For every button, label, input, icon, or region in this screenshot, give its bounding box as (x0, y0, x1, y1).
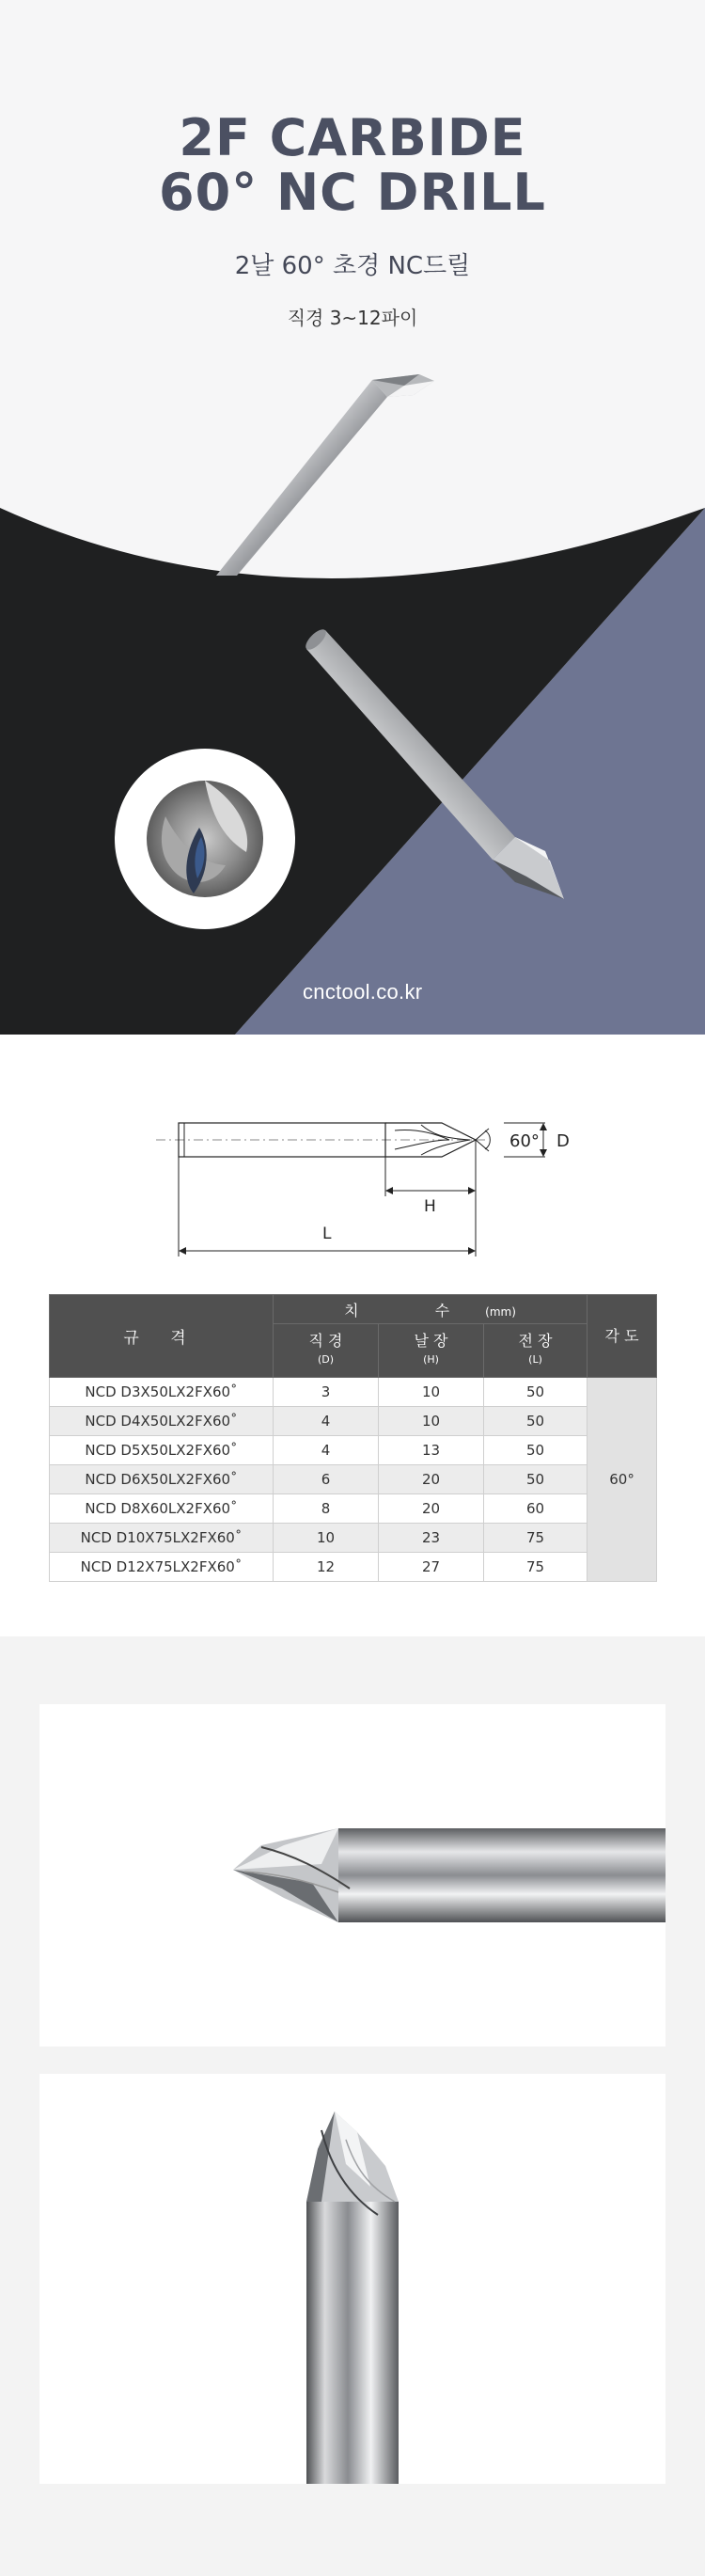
title-line-1: 2F CARBIDE (179, 108, 526, 167)
table-row: NCD D6X50LX2FX60˚ 6 20 50 (50, 1465, 657, 1494)
header-diameter: 직 경 (D) (274, 1324, 379, 1378)
hero-section (0, 0, 705, 1035)
product-subtitle: 2날 60° 초경 NC드릴 (234, 252, 471, 280)
table-row: NCD D12X75LX2FX60˚ 12 27 75 (50, 1553, 657, 1582)
dimension-diagram (0, 1035, 705, 1270)
website-label: cnctool.co.kr (303, 980, 423, 1004)
spec-section (0, 1035, 705, 1636)
header-spec: 규 격 (50, 1295, 274, 1378)
table-row: NCD D10X75LX2FX60˚ 10 23 75 (50, 1524, 657, 1553)
angle-label: 60° (509, 1131, 540, 1151)
drill-vertical-photo (39, 2074, 666, 2484)
product-title (0, 108, 705, 222)
diameter-range-note: 직경 3~12파이 (287, 307, 418, 329)
table-row: NCD D5X50LX2FX60˚ 4 13 50 (50, 1436, 657, 1465)
angle-value: 60° (588, 1378, 657, 1582)
title-line-2: 60° NC DRILL (159, 163, 546, 222)
drill-top-image (216, 374, 434, 576)
header-angle: 각 도 (588, 1295, 657, 1378)
spec-table (49, 1294, 657, 1582)
table-row: NCD D3X50LX2FX60˚ 3 10 50 60° (50, 1378, 657, 1407)
l-label: L (322, 1225, 332, 1243)
d-label: D (556, 1131, 570, 1151)
h-label: H (424, 1197, 436, 1216)
drill-tip-closeup (115, 749, 295, 929)
header-flute-length: 날 장 (H) (379, 1324, 484, 1378)
photo-card-vertical (39, 2074, 666, 2484)
angle-arc (485, 1130, 490, 1149)
header-dims: 치 수(mm) (274, 1295, 588, 1324)
header-dims-unit: (mm) (485, 1304, 516, 1319)
header-total-length: 전 장 (L) (484, 1324, 588, 1378)
drill-horizontal-photo (39, 1704, 666, 2047)
table-row: NCD D8X60LX2FX60˚ 8 20 60 (50, 1494, 657, 1524)
photo-section (0, 1636, 705, 2576)
table-row: NCD D4X50LX2FX60˚ 4 10 50 (50, 1407, 657, 1436)
photo-card-horizontal (39, 1704, 666, 2047)
